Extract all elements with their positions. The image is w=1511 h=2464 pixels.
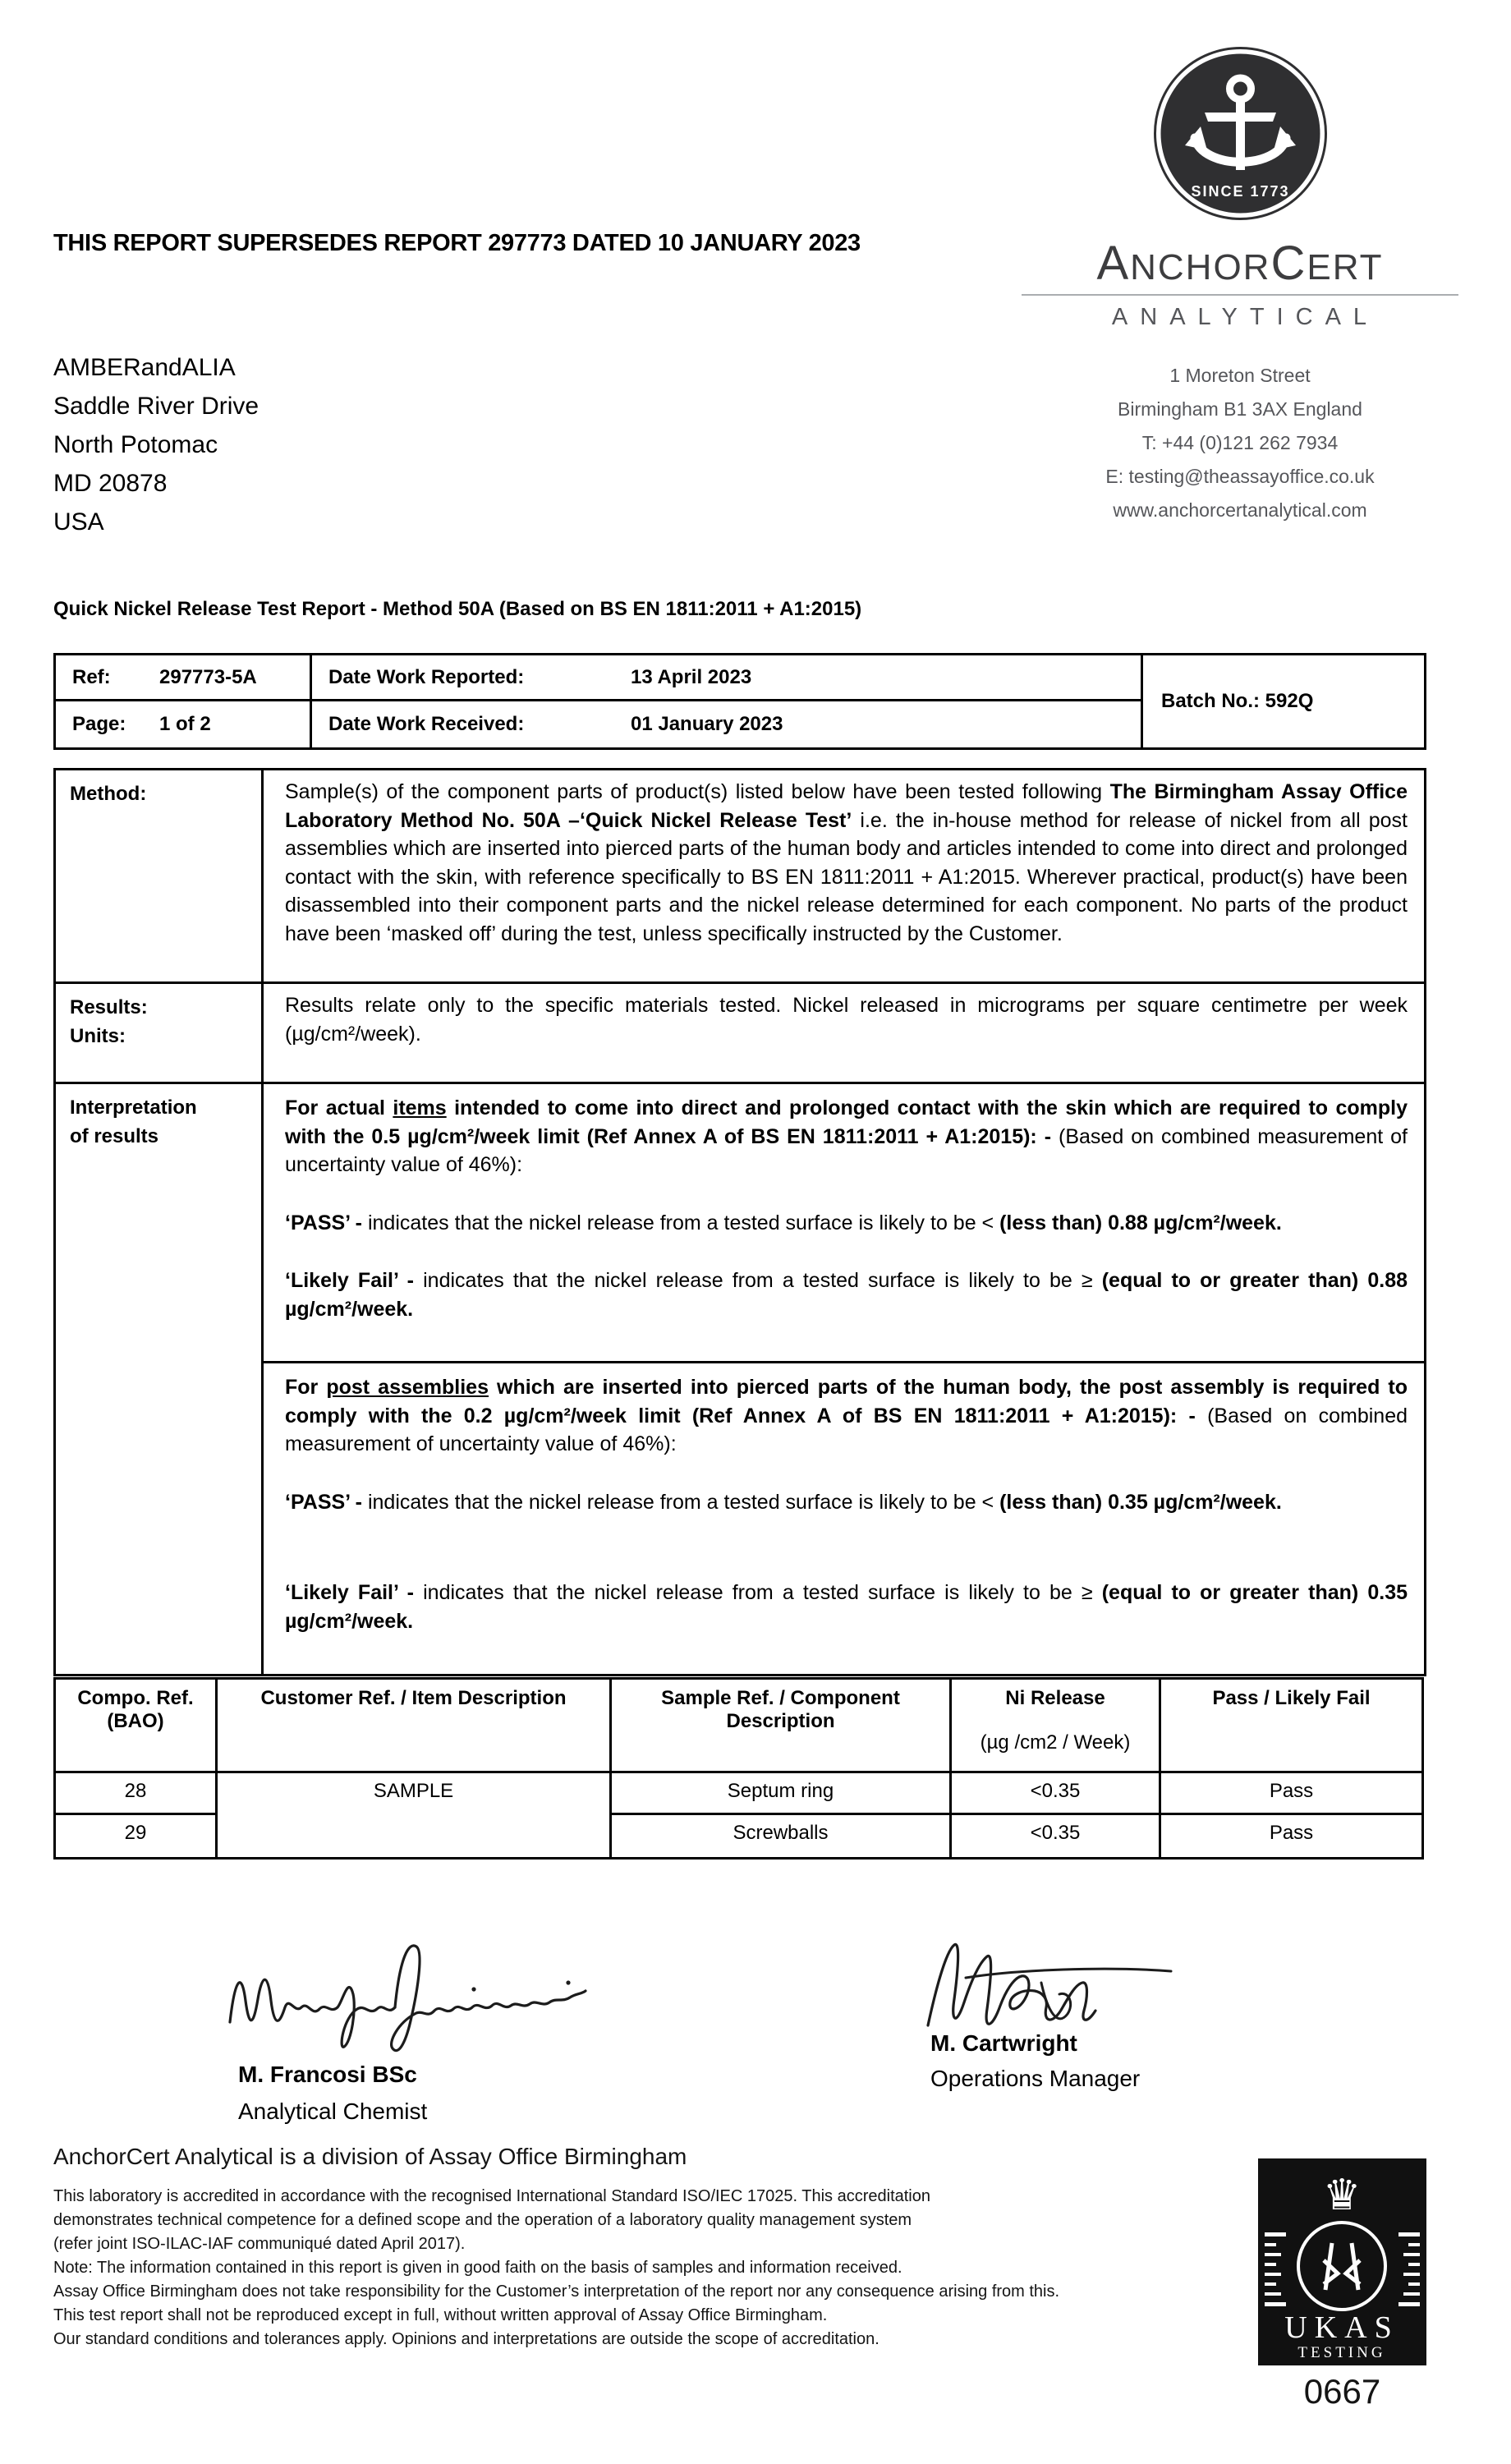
batch-number-cell: Batch No.: 592Q xyxy=(1161,690,1314,712)
page-value: 1 of 2 xyxy=(159,713,211,735)
interpretation-label-line1: Interpretation xyxy=(70,1096,197,1119)
method-text-part: i.e. the in-house method for release of nickel from all post assemblies which are inserted into pierced parts of the human body and articles intended to come into direct and prolonged contact with the skin, with reference specifically to BS EN 1811:2011 + A1:2015. Wherever practical, product(s) have been disassembled into their component parts and the nickel release determined for each component. No parts of the product have been ‘masked off’ during the test, unless specifically instructed by the Customer. xyxy=(285,808,1408,945)
pass-limit: (less than) 0.88 µg/cm²/week. xyxy=(999,1211,1282,1234)
fail-text: indicates that the nickel release from a tested surface is likely to be ≥ xyxy=(423,1269,1102,1292)
page-cell xyxy=(56,701,312,747)
col-header-compo-ref xyxy=(56,1680,218,1773)
items-fail-definition xyxy=(285,1266,1408,1323)
lab-contact-block xyxy=(1010,359,1470,527)
pass-text: indicates that the nickel release from a tested surface is likely to be < xyxy=(367,1211,1000,1234)
ref-label: Ref: xyxy=(72,665,111,688)
method-text-bold: The Birmingham Assay Office Laboratory Method No. 50A –‘Quick Nickel Release Test’ xyxy=(285,780,1408,832)
customer-zip: MD 20878 xyxy=(53,470,168,497)
method-table xyxy=(53,768,1426,1676)
units-label: Units: xyxy=(70,1025,126,1047)
date-reported-cell xyxy=(312,655,1143,701)
date-received-cell xyxy=(312,701,1143,747)
small-print-line: This laboratory is accredited in accordance with the recognised International Standard ISO/IEC 17025. This accreditation xyxy=(53,2187,930,2205)
ref-value: 297773-5A xyxy=(159,665,257,688)
pass-limit: (less than) 0.35 µg/cm²/week. xyxy=(999,1490,1282,1514)
posts-intro-underline: post assemblies xyxy=(326,1376,489,1399)
ukas-org-text: UKAS xyxy=(1284,2310,1399,2345)
lab-email: E: testing@theassayoffice.co.uk xyxy=(1105,466,1375,487)
col-header-sample-ref xyxy=(612,1680,952,1773)
method-text-part: Sample(s) of the component parts of product(s) listed below have been tested following xyxy=(285,780,1110,803)
fail-limit: (equal to or greater than) 0.35 µg/cm²/week. xyxy=(285,1581,1408,1633)
accreditation-small-print xyxy=(53,2185,1059,2351)
division-statement: AnchorCert Analytical is a division of Assay Office Birmingham xyxy=(53,2144,687,2169)
signatory-title-right: Operations Manager xyxy=(930,2066,1141,2091)
items-pass-definition xyxy=(285,1209,1408,1238)
signatory-title-left: Analytical Chemist xyxy=(238,2099,428,2124)
results-text: Results relate only to the specific materials tested. Nickel released in micrograms per square centimetre per week (µg/cm²/week). xyxy=(285,994,1408,1046)
crown-icon: ♛ xyxy=(1322,2171,1362,2220)
posts-intro-normal: (Based on combined measurement of uncertainty value of 46%): xyxy=(285,1404,1408,1455)
signature-analytical-chemist xyxy=(223,1922,601,2066)
col-header-ni-release xyxy=(952,1680,1161,1773)
signatory-name-left: M. Francosi BSc xyxy=(238,2062,417,2087)
signature-operations-manager xyxy=(918,1930,1181,2037)
table-row-compo-ref: 28 xyxy=(56,1773,218,1815)
items-intro-underline: items xyxy=(393,1096,447,1119)
fail-text: indicates that the nickel release from a tested surface is likely to be ≥ xyxy=(423,1581,1102,1604)
supersedes-notice: THIS REPORT SUPERSEDES REPORT 297773 DATED 10 JANUARY 2023 xyxy=(53,230,861,256)
date-received-label: Date Work Received: xyxy=(328,713,525,735)
date-received-value: 01 January 2023 xyxy=(631,713,783,735)
items-intro-bold: intended to come into direct and prolonged contact with the skin which are required to comply with the 0.5 µg/cm²/week limit (Ref Annex A of BS EN 1811:2011 + A1:2015): - xyxy=(285,1096,1408,1148)
date-reported-value: 13 April 2023 xyxy=(631,665,752,688)
posts-pass-definition xyxy=(285,1488,1408,1517)
method-row xyxy=(56,770,1424,984)
interpretation-posts-cell xyxy=(264,1363,1424,1674)
results-row xyxy=(56,984,1424,1084)
posts-intro-bold: which are inserted into pierced parts of the human body, the post assembly is required to comply with the 0.2 µg/cm²/week limit (Ref Annex A of BS EN 1811:2011 + A1:2015): - xyxy=(285,1376,1408,1427)
small-print-line: Assay Office Birmingham does not take responsibility for the Customer’s interpretation of the report nor any consequence arising from this. xyxy=(53,2282,1060,2301)
small-print-line: Our standard conditions and tolerances apply. Opinions and interpretations are outside the scope of accreditation. xyxy=(53,2330,880,2348)
fail-term: ‘Likely Fail’ - xyxy=(285,1581,424,1604)
page-label: Page: xyxy=(72,713,126,735)
table-cell-customer-ref: SAMPLE xyxy=(218,1773,612,1857)
lab-address-line2: Birmingham B1 3AX England xyxy=(1118,398,1362,420)
items-intro-normal: (Based on combined measurement of uncertainty value of 46%): xyxy=(285,1124,1408,1176)
small-print-line: Note: The information contained in this report is given in good faith on the basis of samples and information received. xyxy=(53,2259,902,2277)
posts-fail-definition xyxy=(285,1579,1408,1635)
interpretation-items-cell xyxy=(264,1084,1424,1363)
compo-header-line2: (BAO) xyxy=(107,1710,164,1732)
ukas-category-text: TESTING xyxy=(1297,2344,1386,2361)
anchor-icon xyxy=(1152,45,1329,222)
wordmark-letter: C xyxy=(1270,237,1307,290)
table-row-compo-ref: 29 xyxy=(56,1815,218,1857)
anchorcert-brand xyxy=(1010,45,1470,527)
brand-wordmark xyxy=(1010,237,1470,290)
pass-term: ‘PASS’ - xyxy=(285,1490,368,1514)
items-intro-bold: For actual xyxy=(285,1096,393,1119)
method-label: Method: xyxy=(56,770,264,981)
wordmark-divider xyxy=(1022,294,1458,296)
report-title: Quick Nickel Release Test Report - Method 50A (Based on BS EN 1811:2011 + A1:2015) xyxy=(53,598,862,620)
brand-subtitle: ANALYTICAL xyxy=(1111,304,1380,330)
results-label: Results: xyxy=(70,996,148,1018)
compo-header-line1: Compo. Ref. xyxy=(77,1687,194,1709)
results-table xyxy=(53,1677,1424,1859)
lab-website: www.anchorcertanalytical.com xyxy=(1113,499,1367,521)
ref-cell xyxy=(56,655,312,701)
table-cell-result: Pass xyxy=(1269,1822,1314,1844)
interpretation-cells xyxy=(264,1084,1424,1674)
items-intro xyxy=(285,1094,1408,1179)
method-text xyxy=(264,770,1424,981)
results-units-label xyxy=(56,984,264,1082)
interpretation-label-line2: of results xyxy=(70,1125,159,1147)
table-cell-result: Pass xyxy=(1161,1773,1421,1815)
pass-text: indicates that the nickel release from a tested surface is likely to be < xyxy=(367,1490,1000,1514)
lab-address-line1: 1 Moreton Street xyxy=(1169,365,1311,386)
posts-intro-bold: For xyxy=(285,1376,327,1399)
ni-header-line1: Ni Release xyxy=(1005,1687,1105,1709)
table-cell-sample-desc: Screwballs xyxy=(612,1815,952,1857)
date-reported-label: Date Work Reported: xyxy=(328,665,525,688)
reference-table xyxy=(53,653,1426,750)
customer-city: North Potomac xyxy=(53,431,218,458)
fail-limit: (equal to or greater than) 0.88 µg/cm²/week. xyxy=(285,1269,1408,1321)
customer-street: Saddle River Drive xyxy=(53,393,259,420)
logo-since-text: SINCE 1773 xyxy=(1190,183,1290,200)
table-cell-sample-desc: Septum ring xyxy=(612,1773,952,1815)
col-header-customer-ref: Customer Ref. / Item Description xyxy=(218,1680,612,1773)
fail-term: ‘Likely Fail’ - xyxy=(285,1269,424,1292)
customer-name: AMBERandALIA xyxy=(53,354,236,381)
customer-country: USA xyxy=(53,508,104,536)
signatory-name-right: M. Cartwright xyxy=(930,2030,1077,2056)
sample-header-line2: Description xyxy=(726,1710,835,1732)
pass-term: ‘PASS’ - xyxy=(285,1211,368,1234)
ukas-accreditation-number: 0667 xyxy=(1303,2372,1381,2411)
table-cell-ni-release: <0.35 xyxy=(952,1815,1161,1857)
lab-phone: T: +44 (0)121 262 7934 xyxy=(1141,432,1339,453)
sample-header-line1: Sample Ref. / Component xyxy=(661,1687,900,1709)
table-cell-ni-release: <0.35 xyxy=(952,1773,1161,1815)
wordmark-letters: ERT xyxy=(1307,247,1384,287)
small-print-line: (refer joint ISO-ILAC-IAF communiqué dated April 2017). xyxy=(53,2235,466,2253)
small-print-line: This test report shall not be reproduced except in full, without written approval of Assay Office Birmingham. xyxy=(53,2306,828,2324)
wordmark-letters: NCHOR xyxy=(1130,247,1271,287)
small-print-line: demonstrates technical competence for a defined scope and the operation of a laboratory quality management system xyxy=(53,2211,912,2229)
customer-address xyxy=(53,348,259,541)
ni-header-units: (µg /cm2 / Week) xyxy=(980,1731,1131,1754)
interpretation-row xyxy=(56,1084,1424,1674)
posts-intro xyxy=(285,1373,1408,1459)
ukas-testing-logo xyxy=(1258,2158,1426,2365)
col-header-pass-fail: Pass / Likely Fail xyxy=(1161,1680,1421,1773)
interpretation-label xyxy=(56,1084,264,1674)
wordmark-letter: A xyxy=(1096,237,1131,290)
